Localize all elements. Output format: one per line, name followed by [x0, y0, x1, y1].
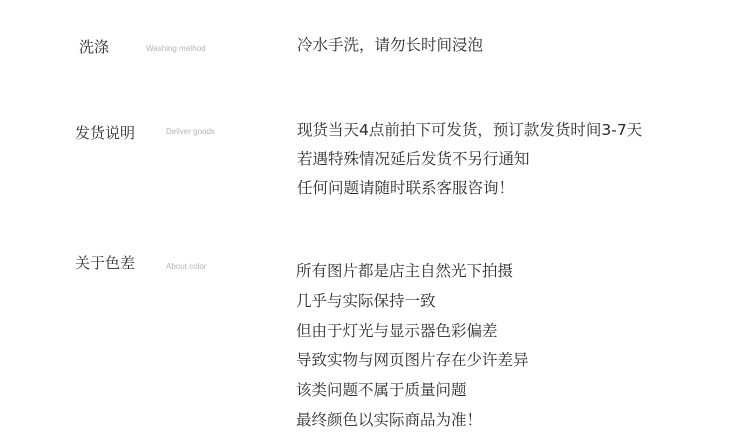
text-line: 所有图片都是店主自然光下拍摄: [296, 262, 514, 280]
text-line: 该类问题不属于质量问题: [296, 381, 467, 400]
text-line: 现货当天4点前拍下可发货，预订款发货时间3-7天: [297, 121, 643, 139]
section-subtitle: Deliver goods: [166, 127, 215, 136]
section-text: [297, 116, 642, 203]
text-line: 导致实物与网页图片存在少许差异: [296, 351, 529, 370]
section-subtitle: About color: [166, 262, 207, 271]
text-line: 若遇特殊情况延后发货不另行通知: [297, 150, 530, 168]
section-subtitle: Washing method: [146, 44, 206, 53]
section-title: 发货说明: [75, 124, 136, 142]
section-title: 关于色差: [75, 254, 136, 272]
section-title: 洗涤: [79, 38, 110, 56]
section-text: [296, 257, 529, 436]
text-line: 任何问题请随时联系客服咨询！: [297, 179, 515, 197]
text-line: 最终颜色以实际商品为准！: [296, 410, 483, 429]
text-line: 几乎与实际保持一致: [296, 291, 436, 310]
text-line: 冷水手洗，请勿长时间浸泡: [297, 36, 484, 54]
text-line: 但由于灯光与显示器色彩偏差: [296, 321, 498, 340]
section-text: [297, 31, 483, 60]
